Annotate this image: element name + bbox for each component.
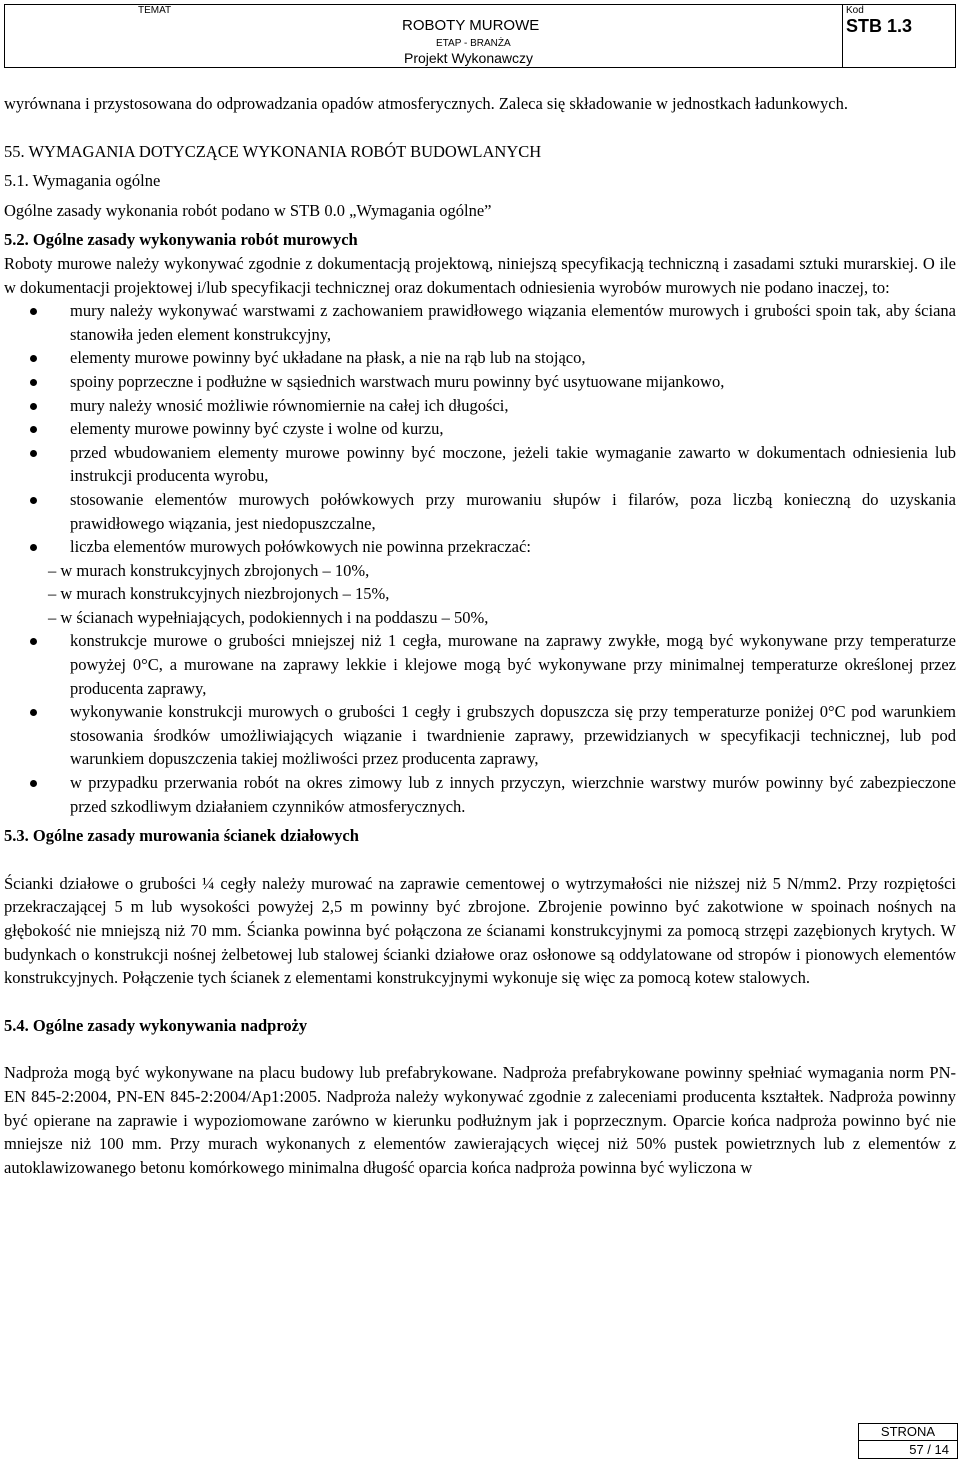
bullet-icon [30,308,37,315]
document-body [4,92,956,1179]
header-left-border [4,4,5,68]
bullet-icon [30,355,37,362]
bullet-icon [30,709,37,716]
list-item-text: w przypadku przerwania robót na okres zimowy lub z innych przyczyn, wierzchnie warstwy murów powinny być zabezpieczone przed szkodliwym działaniem czynników atmosferycznych. [70,773,956,816]
header-project: Projekt Wykonawczy [404,50,534,66]
header-bottom-rule [4,67,956,68]
paragraph-5-1: Ogólne zasady wykonania robót podano w STB 0.0 „Wymagania ogólne” [4,200,492,220]
bullet-icon [30,497,37,504]
section-heading-5-4: 5.4. Ogólne zasady wykonywania nadproży [4,1015,308,1035]
list-item: – w murach konstrukcyjnych niezbrojonych – 15%, [48,584,390,604]
section-heading-main: 55. WYMAGANIA DOTYCZĄCE WYKONANIA ROBÓT BUDOWLANYCH [4,141,542,161]
page-number-box [858,1423,958,1459]
intro-paragraph: wyrównana i przystosowana do odprowadzania opadów atmosferycznych. Zaleca się składowanie w jednostkach ładunkowych. [4,94,848,113]
bullet-icon [30,379,37,386]
list-item-text: elementy murowe powinny być układane na płask, a nie na rąb lub na stojąco, [70,348,586,368]
paragraph-5-2: Roboty murowe należy wykonywać zgodnie z dokumentacją projektową, niniejszą specyfikacją techniczną i zasadami sztuki murarskiej. O ile w dokumentacji projektowej i/lub specyfikacji technicznej oraz dokumentach odniesienia wyrobów murowych nie podano inaczej, to: [4,253,956,297]
page-header [4,4,956,68]
list-item [4,417,956,441]
requirements-list-b [4,629,956,818]
bullet-icon [30,544,37,551]
list-item-text: mury należy wnosić możliwie równomiernie na całej ich długości, [70,395,509,415]
section-heading-5-1: 5.1. Wymagania ogólne [4,171,161,191]
page-box-divider [859,1440,957,1441]
header-right-border [955,4,956,68]
header-title: ROBOTY MUROWE [402,17,540,34]
list-item [4,299,956,346]
header-etap: ETAP - BRANŻA [436,38,511,49]
list-item [4,346,956,370]
list-item-text: spoiny poprzeczne i podłużne w sąsiednich warstwach muru powinny być usytuowane mijankowo, [70,371,725,391]
bullet-icon [30,780,37,787]
list-item-text: wykonywanie konstrukcji murowych o grubości 1 cegły i grubszych dopuszcza się przy temperaturze poniżej 0°C pod warunkiem stosowania środków umożliwiających wiązanie i twardnienie zaprawy, przewidzianych w specyfikacji technicznej, lub pod warunkiem dopuszczenia takiej możliwości przez producenta zaprawy, [70,702,956,769]
bullet-icon [30,450,37,457]
list-item [4,441,956,488]
page-label: STRONA [880,1424,936,1439]
list-item-text: elementy murowe powinny być czyste i wolne od kurzu, [70,419,444,439]
requirements-list-a [4,299,956,559]
list-item: – w ścianach wypełniających, podokiennych i na poddaszu – 50%, [48,607,489,627]
paragraph-5-4: Nadproża mogą być wykonywane na placu budowy lub prefabrykowane. Nadproża prefabrykowane powinny spełniać wymagania norm PN-EN 845-2:2004, PN-EN 845-2:2004/Ap1:2005. Nadproża należy wykonywać zgodnie z zaleceniami producenta kształtek. Nadproża powinny być opierane na zaprawie i wypoziomowane zarówno w kierunku podłużnym jak i poprzecznym. Oparcie końca nadproża powinno być nie mniejsze niż 100 mm. Przy murach wykonanych z elementów zawierających więcej niż 50% pustek powietrznych lub z elementów z autoklawizowanego betonu komórkowego minimalna długość oparcia końca nadproża powinna być wyliczona w [4,1063,956,1177]
paragraph-5-3: Ścianki działowe o grubości ¼ cegły należy murować na zaprawie cementowej o wytrzymałości nie niższej niż 5 N/mm2. Przy rozpiętości przekraczającej 5 m lub wysokości powyżej 2,5 m powinny być zbrojone. Zbrojenie powinno być zakotwione w spoinach nośnych na głębokość nie mniejszą niż 70 mm. Ścianka powinna być połączona ze ścianami konstrukcyjnymi za pomocą strzępi zazębionych krytych. W budynkach o konstrukcji nośnej żelbetowej lub stalowej ścianki działowe oraz osłonowe są oddylatowane od stropów i pionowych elementów konstrukcyjnych. Połączenie tych ścianek z elementami konstrukcyjnymi wykonuje się więc za pomocą kotew stalowych. [4,873,956,988]
list-item [4,488,956,535]
bullet-icon [30,426,37,433]
header-divider [842,4,843,68]
list-item-text: liczba elementów murowych połówkowych nie powinna przekraczać: [70,537,531,557]
list-item [4,535,956,559]
header-kod-label: Kod [846,5,864,16]
bullet-icon [30,638,37,645]
list-item: – w murach konstrukcyjnych zbrojonych – 10%, [48,560,370,580]
header-temat-label: TEMAT [138,5,172,16]
half-elements-limits [4,559,956,630]
list-item-text: mury należy wykonywać warstwami z zachowaniem prawidłowego wiązania elementów murowych i grubości spoin tak, aby ściana stanowiła jeden element konstrukcyjny, [70,301,956,344]
bullet-icon [30,403,37,410]
section-heading-5-3: 5.3. Ogólne zasady murowania ścianek działowych [4,826,359,846]
header-code: STB 1.3 [846,16,913,36]
list-item-text: konstrukcje murowe o grubości mniejszej niż 1 cegła, murowane na zaprawy zwykłe, mogą być wykonywane przy temperaturze powyżej 0°C, a murowane na zaprawy lekkie i klejowe mogą być wykonywane przy minimalnej temperaturze określonej przez producenta zaprawy, [70,631,956,698]
list-item-text: stosowanie elementów murowych połówkowych przy murowaniu słupów i filarów, poza liczbą konieczną do uzyskania prawidłowego wiązania, jest niedopuszczalne, [70,489,956,533]
section-heading-5-2: 5.2. Ogólne zasady wykonywania robót murowych [4,230,358,250]
list-item [4,370,956,394]
list-item [4,394,956,418]
list-item [4,700,956,771]
list-item-text: przed wbudowaniem elementy murowe powinny być moczone, jeżeli takie wymaganie zawarto w dokumentach odniesienia lub instrukcji producenta wyrobu, [70,442,956,486]
page-number: 57 / 14 [909,1442,949,1457]
list-item [4,629,956,700]
list-item [4,771,956,818]
